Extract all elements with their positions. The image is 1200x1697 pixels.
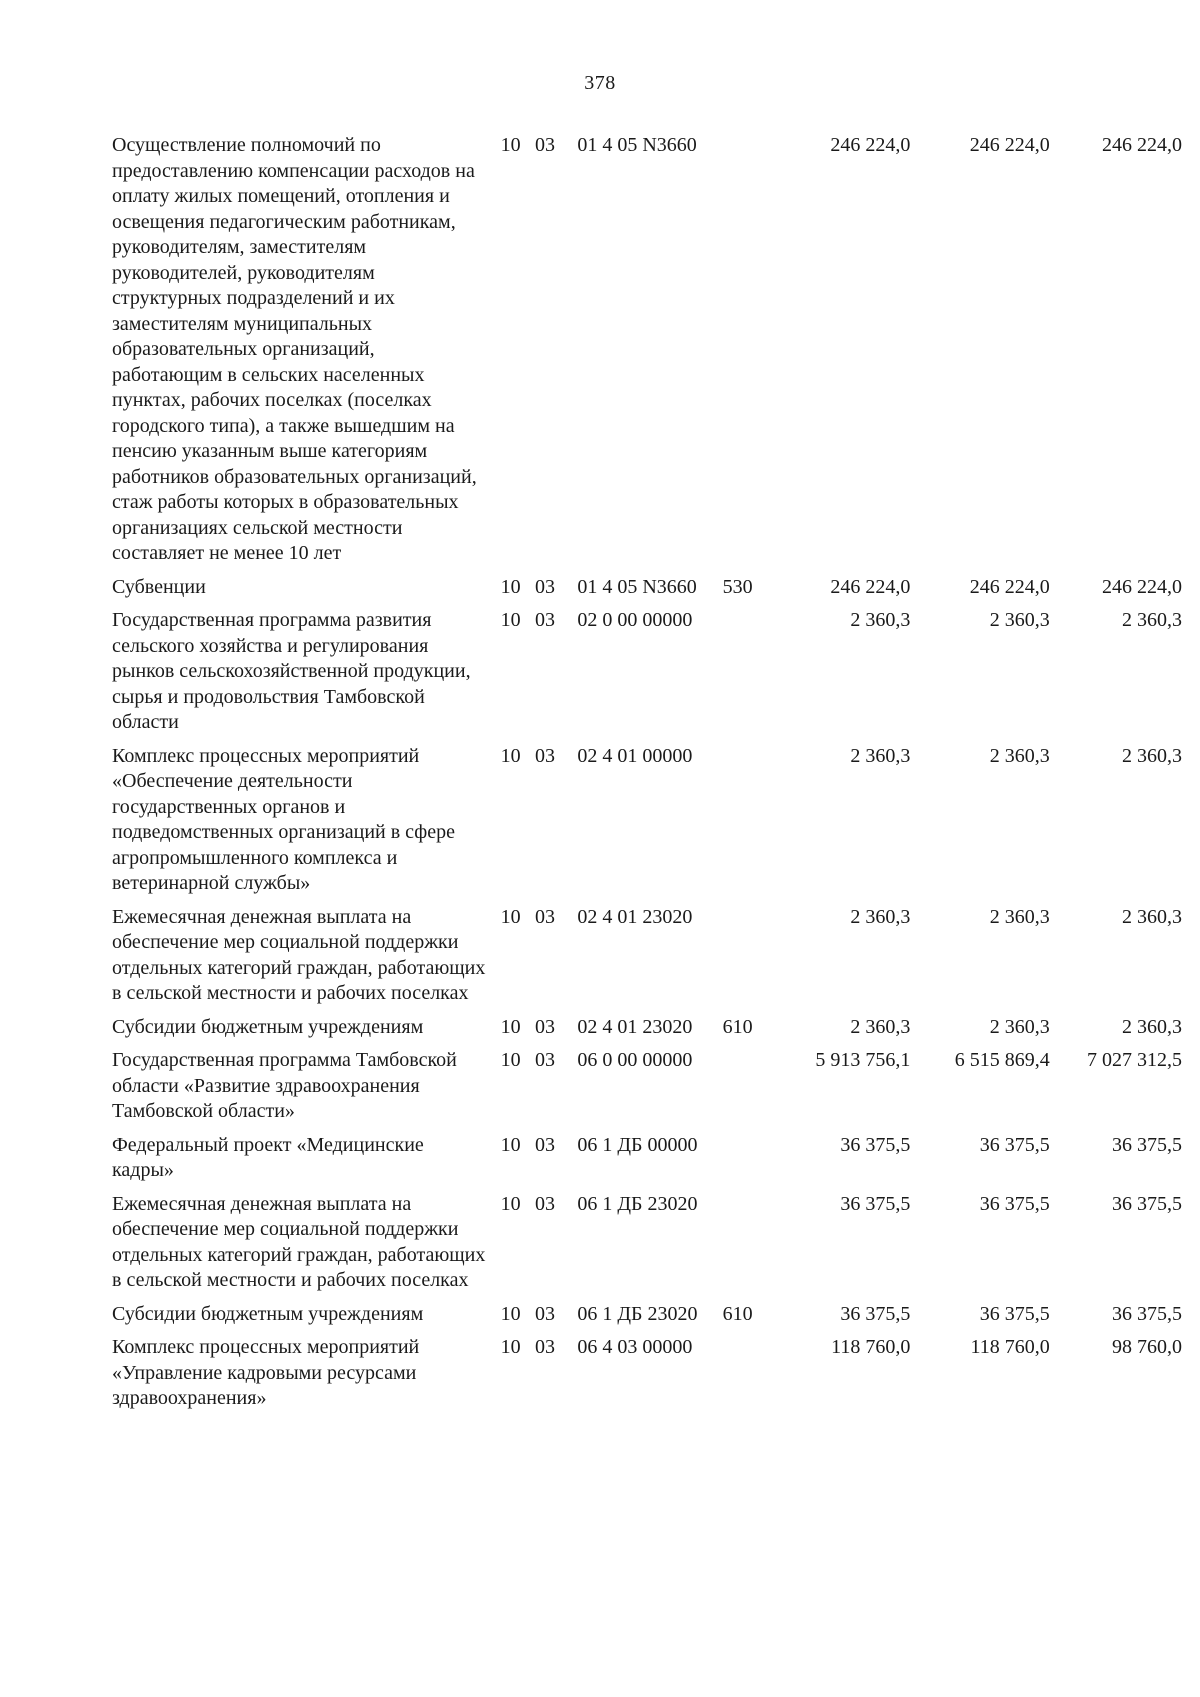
row-name: Субсидии бюджетным учреждениям [112, 1302, 424, 1325]
row-amount-year3: 98 760,0 [1112, 1336, 1182, 1358]
row-name: Комплекс процессных мероприятий «Управление кадровыми ресурсами здравоохранения» [112, 1336, 420, 1409]
row-section: 10 [500, 1133, 521, 1156]
row-target-article: 06 4 03 00000 [577, 1336, 693, 1358]
row-amount-year3: 2 360,3 [1122, 744, 1182, 767]
row-amount-year3: 7 027 312,5 [1087, 1049, 1182, 1071]
row-expense-type [723, 905, 780, 1015]
row-subsection: 03 [534, 1192, 555, 1215]
budget-table-body [112, 133, 1182, 1420]
row-amount-year2: 118 760,0 [970, 1336, 1050, 1358]
row-amount-year2: 246 224,0 [969, 575, 1050, 598]
row-expense-type: 610 [722, 1015, 753, 1038]
row-amount-year3: 36 375,5 [1112, 1133, 1182, 1156]
row-amount-year3: 246 224,0 [1102, 575, 1182, 598]
row-name: Осуществление полномочий по предоставлению компенсации расходов на оплату жилых помещений, отопления и освещения педагогическим работникам, руководителям, заместителям руководителей, руководителям структурных подразделений и их заместителям муниципальных образовательных организаций, работающим в сельских населенных пунктах, рабочих поселках (поселках городского типа), а также вышедшим на пенсию указанным выше категориям работников образовательных организаций, стаж работы которых в образовательных организациях сельской местности составляет не менее 10 лет [112, 134, 477, 564]
row-subsection: 03 [534, 1302, 555, 1325]
row-amount-year3: 36 375,5 [1112, 1302, 1182, 1325]
page-number: 378 [584, 72, 616, 94]
row-subsection: 03 [534, 905, 555, 928]
row-amount-year3: 36 375,5 [1112, 1192, 1182, 1215]
row-amount-year1: 36 375,5 [840, 1133, 911, 1156]
row-amount-year2: 36 375,5 [979, 1302, 1050, 1325]
row-subsection: 03 [534, 1133, 555, 1156]
row-target-article: 06 1 ДБ 23020 [577, 1302, 698, 1325]
row-expense-type [723, 1335, 780, 1420]
row-name: Субвенции [112, 575, 206, 598]
row-amount-year3: 246 224,0 [1102, 134, 1182, 156]
row-section: 10 [500, 1049, 521, 1071]
row-section: 10 [500, 905, 521, 928]
table-row [112, 608, 1182, 744]
row-section: 10 [500, 1192, 521, 1215]
table-row [112, 744, 1182, 905]
row-name: Ежемесячная денежная выплата на обеспечение мер социальной поддержки отдельных категорий граждан, работающих в сельской местности и рабочих поселках [112, 1192, 486, 1291]
budget-table [112, 133, 1182, 1420]
row-amount-year2: 2 360,3 [989, 905, 1050, 928]
row-target-article: 02 4 01 00000 [577, 744, 693, 767]
row-amount-year1: 2 360,3 [850, 905, 911, 928]
row-name: Федеральный проект «Медицинские кадры» [112, 1133, 424, 1181]
row-section: 10 [500, 1015, 521, 1038]
row-name: Государственная программа Тамбовской области «Развитие здравоохранения Тамбовской области» [112, 1049, 457, 1122]
row-amount-year2: 6 515 869,4 [954, 1049, 1050, 1071]
row-amount-year2: 2 360,3 [989, 609, 1050, 631]
row-subsection: 03 [534, 1049, 555, 1071]
row-amount-year1: 2 360,3 [850, 744, 911, 767]
row-target-article: 06 1 ДБ 23020 [577, 1192, 698, 1215]
table-row [112, 1335, 1182, 1420]
row-subsection: 03 [534, 744, 555, 767]
row-expense-type [723, 1192, 780, 1302]
row-amount-year3: 2 360,3 [1122, 609, 1182, 631]
row-subsection: 03 [534, 609, 555, 631]
row-amount-year3: 2 360,3 [1122, 1015, 1182, 1038]
row-section: 10 [500, 744, 521, 767]
row-subsection: 03 [534, 1015, 555, 1038]
row-amount-year3: 2 360,3 [1122, 905, 1182, 928]
row-target-article: 02 4 01 23020 [577, 1015, 693, 1038]
table-row [112, 133, 1182, 575]
row-amount-year1: 246 224,0 [830, 134, 911, 156]
row-subsection: 03 [534, 1336, 555, 1358]
row-amount-year1: 5 913 756,1 [815, 1049, 911, 1071]
table-row [112, 575, 1182, 609]
row-target-article: 01 4 05 N3660 [577, 575, 697, 598]
row-section: 10 [500, 575, 521, 598]
row-target-article: 02 4 01 23020 [577, 905, 693, 928]
row-amount-year1: 118 760,0 [831, 1336, 911, 1358]
row-target-article: 02 0 00 00000 [577, 609, 693, 631]
row-expense-type [723, 1133, 780, 1192]
row-expense-type [723, 744, 780, 905]
table-row [112, 1048, 1182, 1133]
row-expense-type [723, 608, 780, 744]
row-section: 10 [500, 609, 521, 631]
row-section: 10 [500, 134, 521, 156]
row-amount-year2: 246 224,0 [969, 134, 1050, 156]
table-row [112, 1302, 1182, 1336]
row-amount-year2: 2 360,3 [989, 1015, 1050, 1038]
row-subsection: 03 [534, 575, 555, 598]
row-amount-year2: 36 375,5 [979, 1133, 1050, 1156]
table-row [112, 905, 1182, 1015]
row-section: 10 [500, 1336, 521, 1358]
row-section: 10 [500, 1302, 521, 1325]
row-name: Ежемесячная денежная выплата на обеспечение мер социальной поддержки отдельных категорий граждан, работающих в сельской местности и рабочих поселках [112, 905, 486, 1004]
row-name: Субсидии бюджетным учреждениям [112, 1015, 424, 1038]
table-row [112, 1015, 1182, 1049]
row-amount-year1: 36 375,5 [840, 1192, 911, 1215]
row-amount-year2: 2 360,3 [989, 744, 1050, 767]
row-amount-year1: 2 360,3 [850, 609, 911, 631]
row-amount-year1: 246 224,0 [830, 575, 911, 598]
row-name: Комплекс процессных мероприятий «Обеспечение деятельности государственных органов и подведомственных организаций в сфере агропромышленного комплекса и ветеринарной службы» [112, 744, 456, 894]
row-name: Государственная программа развития сельского хозяйства и регулирования рынков сельскохозяйственной продукции, сырья и продовольствия Тамбовской области [112, 609, 471, 733]
row-expense-type: 610 [722, 1302, 753, 1325]
row-target-article: 06 1 ДБ 00000 [577, 1133, 698, 1156]
row-subsection: 03 [534, 134, 555, 156]
table-row [112, 1133, 1182, 1192]
row-expense-type: 530 [722, 575, 753, 598]
row-amount-year2: 36 375,5 [979, 1192, 1050, 1215]
row-amount-year1: 2 360,3 [850, 1015, 911, 1038]
row-expense-type [723, 133, 780, 575]
row-target-article: 01 4 05 N3660 [577, 134, 697, 156]
row-target-article: 06 0 00 00000 [577, 1049, 693, 1071]
row-amount-year1: 36 375,5 [840, 1302, 911, 1325]
row-expense-type [723, 1048, 780, 1133]
table-row [112, 1192, 1182, 1302]
